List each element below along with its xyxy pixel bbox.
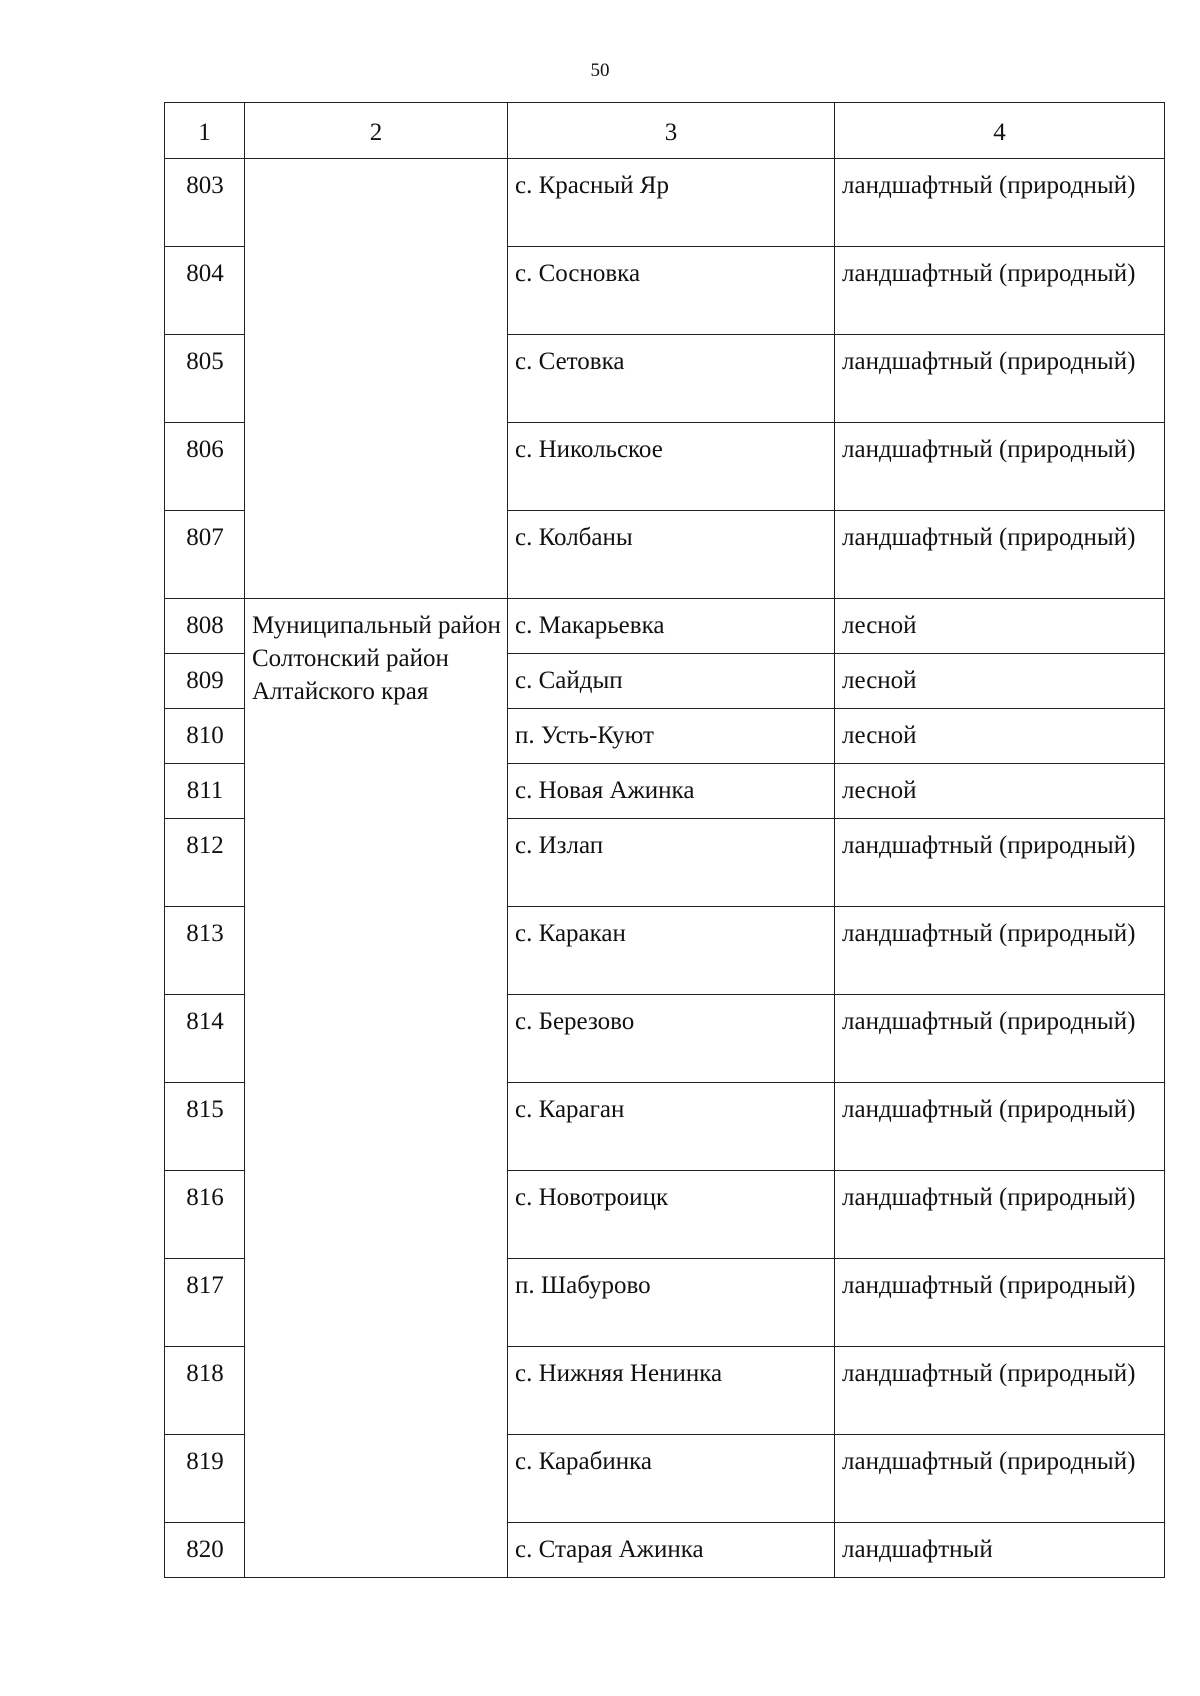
row-number: 807 <box>165 511 245 599</box>
settlement-cell: с. Новотроицк <box>508 1171 835 1259</box>
type-cell: лесной <box>835 654 1165 709</box>
type-cell: ландшафтный (природный) <box>835 1083 1165 1171</box>
type-cell: ландшафтный <box>835 1523 1165 1578</box>
settlement-cell: с. Березово <box>508 995 835 1083</box>
row-number: 809 <box>165 654 245 709</box>
row-number: 820 <box>165 1523 245 1578</box>
type-cell: ландшафтный (природный) <box>835 819 1165 907</box>
type-cell: ландшафтный (природный) <box>835 1347 1165 1435</box>
row-number: 814 <box>165 995 245 1083</box>
type-cell: ландшафтный (природный) <box>835 423 1165 511</box>
settlement-cell: с. Новая Ажинка <box>508 764 835 819</box>
table-row <box>165 159 1165 247</box>
row-number: 813 <box>165 907 245 995</box>
type-cell: ландшафтный (природный) <box>835 907 1165 995</box>
settlement-cell: с. Излап <box>508 819 835 907</box>
settlements-table <box>164 102 1165 1578</box>
settlement-cell: с. Нижняя Ненинка <box>508 1347 835 1435</box>
type-cell: ландшафтный (природный) <box>835 1259 1165 1347</box>
row-number: 819 <box>165 1435 245 1523</box>
table-row <box>165 599 1165 654</box>
settlement-cell: с. Карабинка <box>508 1435 835 1523</box>
settlement-cell: п. Шабурово <box>508 1259 835 1347</box>
type-cell: ландшафтный (природный) <box>835 511 1165 599</box>
header-cell: 2 <box>245 103 508 159</box>
district-cell-empty <box>245 159 508 599</box>
header-cell: 4 <box>835 103 1165 159</box>
type-cell: лесной <box>835 764 1165 819</box>
row-number: 811 <box>165 764 245 819</box>
page-number: 50 <box>590 60 610 81</box>
settlement-cell: с. Красный Яр <box>508 159 835 247</box>
settlement-cell: с. Колбаны <box>508 511 835 599</box>
settlement-cell: с. Макарьевка <box>508 599 835 654</box>
settlement-cell: с. Никольское <box>508 423 835 511</box>
settlement-cell: с. Старая Ажинка <box>508 1523 835 1578</box>
settlement-cell: с. Сетовка <box>508 335 835 423</box>
header-cell: 1 <box>165 103 245 159</box>
row-number: 803 <box>165 159 245 247</box>
type-cell: ландшафтный (природный) <box>835 1435 1165 1523</box>
settlement-cell: с. Сосновка <box>508 247 835 335</box>
type-cell: ландшафтный (природный) <box>835 159 1165 247</box>
row-number: 817 <box>165 1259 245 1347</box>
district-cell: Муниципальный район Солтонский район Алтайского края <box>245 599 508 1578</box>
table-header-row <box>165 103 1165 159</box>
type-cell: ландшафтный (природный) <box>835 335 1165 423</box>
row-number: 818 <box>165 1347 245 1435</box>
row-number: 815 <box>165 1083 245 1171</box>
type-cell: лесной <box>835 599 1165 654</box>
type-cell: ландшафтный (природный) <box>835 995 1165 1083</box>
settlement-cell: п. Усть-Куют <box>508 709 835 764</box>
settlement-cell: с. Сайдып <box>508 654 835 709</box>
row-number: 808 <box>165 599 245 654</box>
row-number: 805 <box>165 335 245 423</box>
type-cell: ландшафтный (природный) <box>835 247 1165 335</box>
row-number: 812 <box>165 819 245 907</box>
settlement-cell: с. Караган <box>508 1083 835 1171</box>
row-number: 804 <box>165 247 245 335</box>
row-number: 816 <box>165 1171 245 1259</box>
type-cell: лесной <box>835 709 1165 764</box>
settlement-cell: с. Каракан <box>508 907 835 995</box>
type-cell: ландшафтный (природный) <box>835 1171 1165 1259</box>
row-number: 806 <box>165 423 245 511</box>
header-cell: 3 <box>508 103 835 159</box>
row-number: 810 <box>165 709 245 764</box>
